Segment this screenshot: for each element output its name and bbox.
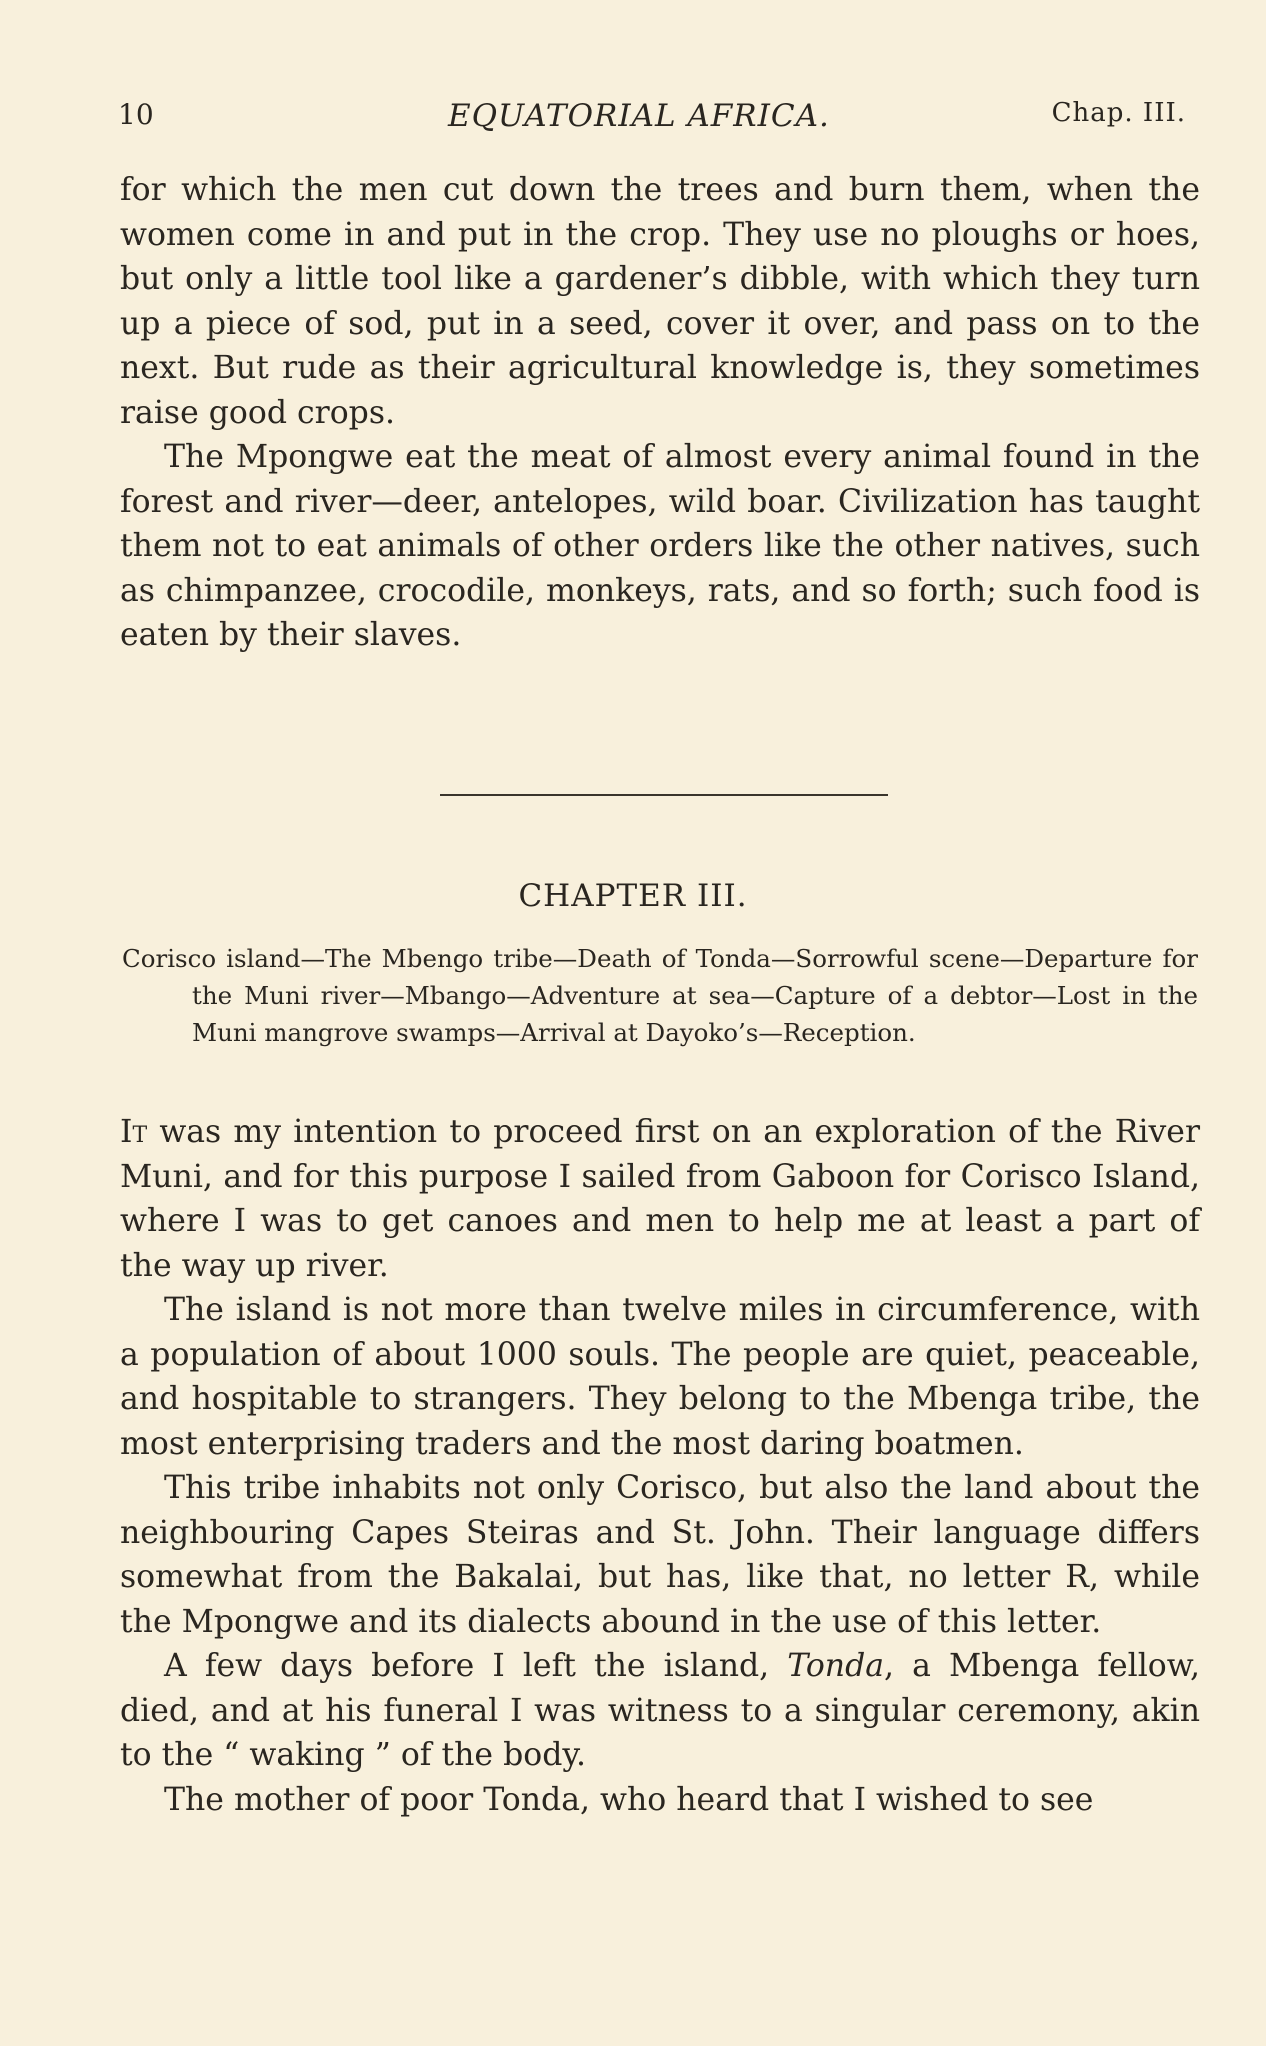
paragraph: for which the men cut down the trees and burn them, when the women come in and put in the crop. They use no ploughs or hoes, but only a little tool like a gardener’s dibble, with which they turn up a piece of sod, put in a seed, cover it over, and pass on to the next. But rude as their agricultural knowledge is, they sometimes raise good crops. xyxy=(120,172,1200,431)
paragraph-text: , a Mbenga fellow, died, and at his funeral I was witness to a singular ceremony, akin to the “ waking ” of the body. xyxy=(120,1648,1200,1773)
italic-name: Tonda xyxy=(787,1648,885,1684)
page-number: 10 xyxy=(118,98,154,131)
section-divider xyxy=(440,794,888,796)
paragraph: The island is not more than twelve miles in circumference, with a population of about 1000 souls. The people are quiet, peaceable, and hospitable to strangers. They belong to the Mbenga tribe, the most enterprising traders and the most daring boatmen. xyxy=(120,1292,1200,1462)
paragraph-text: was my intention to proceed first on an exploration of the River Muni, and for this purpose I sailed from Gaboon for Corisco Island, where I was to get canoes and men to help me at least a part of the way up river. xyxy=(120,1114,1200,1284)
previous-chapter-text xyxy=(120,168,1200,658)
paragraph xyxy=(120,1644,1200,1778)
chapter-text xyxy=(120,1110,1200,1822)
paragraph-text: A few days before I left the island, xyxy=(164,1648,788,1684)
chapter-title: CHAPTER III. xyxy=(518,878,748,914)
paragraph: The Mpongwe eat the meat of almost every animal found in the forest and river—deer, antelopes, wild boar. Civilization has taught them not to eat animals of other orders like the other natives, such as chimpanzee, crocodile, monkeys, rats, and so forth; such food is eaten by their slaves. xyxy=(120,439,1200,653)
chapter-synopsis: Corisco island—The Mbengo tribe—Death of Tonda—Sorrowful scene—Departure for the Muni river—Mbango—Adventure at sea—Capture of a debtor—Lost in the Muni mangrove swamps—Arrival at Dayoko’s—Reception. xyxy=(122,944,1198,1047)
paragraph: This tribe inhabits not only Corisco, but also the land about the neighbouring Capes Steiras and St. John. Their language differs somewhat from the Bakalai, but has, like that, no letter R, while the Mpongwe and its dialects abound in the use of this letter. xyxy=(120,1470,1200,1640)
running-header xyxy=(118,98,1186,142)
opening-word: It xyxy=(120,1114,148,1150)
chapter-label: Chap. III. xyxy=(1051,98,1186,128)
running-title: EQUATORIAL AFRICA. xyxy=(448,98,830,134)
paragraph xyxy=(120,1110,1200,1288)
paragraph: The mother of poor Tonda, who heard that I wished to see xyxy=(164,1781,1094,1818)
